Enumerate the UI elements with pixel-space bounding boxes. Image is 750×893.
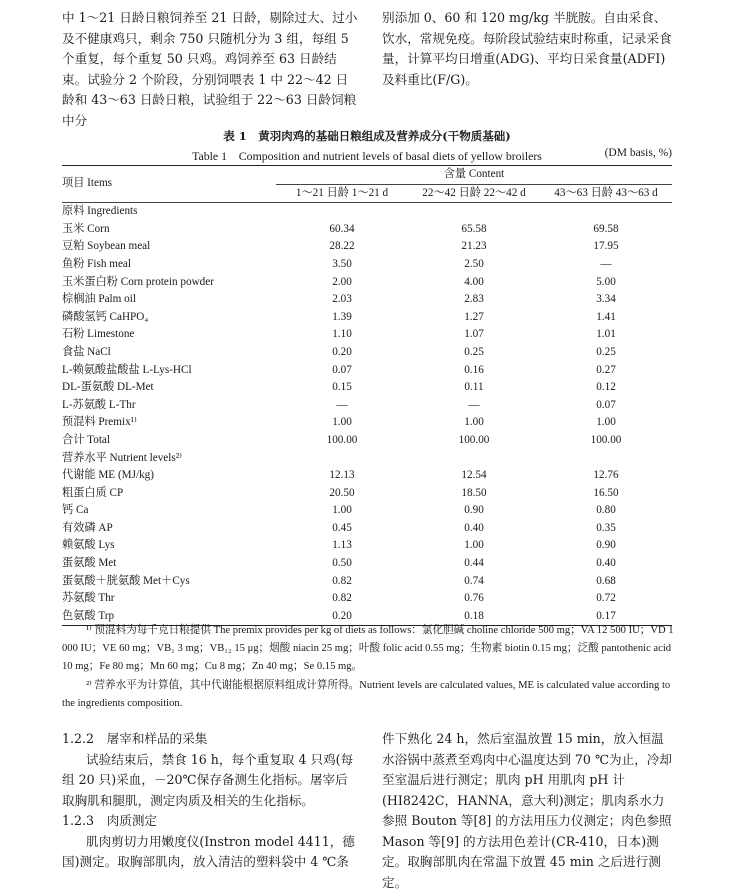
row-label: 蛋氨酸 Met — [62, 557, 117, 570]
cell-value: 0.40 — [596, 557, 616, 570]
cell-value: 0.18 — [464, 609, 484, 622]
cell-value: 0.25 — [464, 345, 484, 358]
paragraph: 中 1～21 日龄日粮饲养至 21 日龄，剔除过大、过小及不健康鸡只，剩余 750 只随机分为 3 组，每组 5 个重复，每个重复 50 只鸡。鸡饲养至 63 日龄结束。试验分 2 个阶段，分别饲喂表 1 中 22～42 日龄和 43～63 日龄日粮，试验组于 22～63 日龄饲粮中分 — [62, 10, 358, 128]
row-label: 色氨酸 Trp — [62, 609, 115, 622]
section-heading: 1.2.2 屠宰和样品的采集 — [62, 731, 208, 746]
cell-value: 0.44 — [464, 557, 484, 570]
row-label: 苏氨酸 Thr — [62, 592, 115, 605]
row-label: 营养水平 Nutrient levels²⁾ — [62, 451, 182, 464]
cell-value: 0.15 — [332, 381, 352, 394]
cell-value: 1.07 — [464, 328, 484, 341]
table-row — [62, 379, 672, 397]
cell-value: 0.35 — [596, 521, 616, 534]
cell-value: 0.82 — [332, 592, 352, 605]
row-label: 玉米 Corn — [62, 222, 110, 235]
cell-value: 3.34 — [596, 293, 616, 306]
cell-value: 0.40 — [464, 521, 484, 534]
cell-value: 28.22 — [329, 240, 355, 253]
table-row — [62, 502, 672, 520]
cell-value: 0.16 — [464, 363, 484, 376]
cell-value: 1.13 — [332, 539, 352, 552]
cell-value: 1.00 — [464, 539, 484, 552]
table-row — [62, 590, 672, 608]
table-footnote-2: ²⁾ 营养水平为计算值，其中代谢能根据原料组成计算所得。Nutrient levels are calculated values, ME is calculated value according to the ingredients composition. — [62, 680, 671, 709]
cell-value: 0.76 — [464, 592, 484, 605]
cell-value: 1.00 — [332, 504, 352, 517]
cell-value: 12.13 — [329, 469, 355, 482]
table-row — [62, 414, 672, 432]
row-label: 棕榈油 Palm oil — [62, 293, 136, 306]
table-row — [62, 238, 672, 256]
cell-value — [276, 450, 408, 468]
cell-value: 1.00 — [464, 416, 484, 429]
cell-value: 2.83 — [464, 293, 484, 306]
row-label: 粗蛋白质 CP — [62, 486, 124, 499]
table-row — [62, 344, 672, 362]
table-caption-chinese: 表 1 黄羽肉鸡的基础日粮组成及营养成分(干物质基础) — [223, 129, 511, 143]
table-footnote-1: ¹⁾ 预混料为每千克日粮提供 The premix provides per kg of diets as follows：氯化胆碱 choline chloride 500 mg；VA 12 500 IU；VD 1 000 IU；VE 60 mg；VB₁ 3 mg；VB₁₂ 15 μg；烟酸 niacin 25 mg；叶酸 folic acid 0.55 mg；生物素 biotin 0.15 mg；泛酸 pantothenic acid 10 mg；Fe 80 mg；Mn 60 mg；Cu 8 mg；Zn 40 mg；Se 0.15 mg。 — [62, 625, 674, 672]
cell-value — [276, 203, 408, 221]
cell-value: 0.27 — [596, 363, 616, 376]
cell-value: 0.25 — [596, 345, 616, 358]
cell-value: 17.95 — [593, 240, 619, 253]
cell-value: 0.20 — [332, 345, 352, 358]
row-label: 磷酸氢钙 CaHPO₄ — [62, 310, 149, 323]
cell-value: 0.74 — [464, 574, 484, 587]
row-label: L-苏氨酸 L-Thr — [62, 398, 136, 411]
cell-value: 18.50 — [461, 486, 487, 499]
table-row — [62, 326, 672, 344]
table-row — [62, 274, 672, 292]
cell-value: 0.50 — [332, 557, 352, 570]
period-header: 1～21 日龄 1～21 d — [295, 186, 389, 199]
body-text-top-right — [382, 8, 672, 90]
period-header: 43～63 日龄 43～63 d — [554, 186, 658, 199]
table-row — [62, 291, 672, 309]
paragraph: 试验结束后，禁食 16 h，每个重复取 4 只鸡(每组 20 只)采血，－20℃保存备测生化指标。屠宰后取胸肌和腿肌，测定肉质及相关的生化指标。 — [62, 751, 354, 808]
row-label: 代谢能 ME (MJ/kg) — [62, 469, 154, 482]
paragraph: 件下熟化 24 h，然后室温放置 15 min，放入恒温水浴锅中蒸煮至鸡肉中心温度达到 70 ℃为止，冷却至室温后进行测定；肌肉 pH 用肌肉 pH 计(HI8242C，HANNA，意大利)测定；肌肉系水力参照 Bouton 等[8] 的方法用压力仪测定；肉色参照 Mason 等[9] 的方法用色差计(CR-410，日本)测定。取胸部肌肉在常温下放置 45 min 之后进行测定。 — [382, 731, 672, 890]
table-row — [62, 467, 672, 485]
cell-value: 100.00 — [458, 433, 490, 446]
period-header: 22～42 日龄 22～42 d — [422, 186, 526, 199]
cell-value — [408, 450, 540, 468]
paragraph: 肌肉剪切力用嫩度仪(Instron model 4411，德国)测定。取胸部肌肉，放入清洁的塑料袋中 4 ℃条 — [62, 833, 355, 869]
table-row — [62, 520, 672, 538]
cell-value: 0.11 — [464, 381, 484, 394]
cell-value: 1.39 — [332, 310, 352, 323]
row-label: 预混料 Premix¹⁾ — [62, 416, 137, 429]
paragraph: 别添加 0、60 和 120 mg/kg 半胱胺。自由采食、饮水，常规免疫。每阶段试验结束时称重，记录采食量，计算平均日增重(ADG)、平均日采食量(ADFI)及料重比(F/G)。 — [382, 10, 672, 87]
table-row — [62, 485, 672, 503]
body-text-bottom-right — [382, 729, 672, 893]
cell-value: 60.34 — [329, 222, 355, 235]
row-label: 赖氨酸 Lys — [62, 539, 115, 552]
cell-value: 0.12 — [596, 381, 616, 394]
table-row — [62, 573, 672, 591]
cell-value: 1.01 — [596, 328, 616, 341]
cell-value: 1.00 — [596, 416, 616, 429]
row-label: 有效磷 AP — [62, 521, 113, 534]
cell-value: 1.27 — [464, 310, 484, 323]
body-text-top-left — [62, 8, 360, 131]
cell-value: 0.80 — [596, 504, 616, 517]
table-row — [62, 450, 672, 468]
body-text-bottom-left — [62, 729, 360, 873]
cell-value: 4.00 — [464, 275, 484, 288]
row-label: 原料 Ingredients — [62, 205, 138, 218]
cell-value: 69.58 — [593, 222, 619, 235]
cell-value: 65.58 — [461, 222, 487, 235]
cell-value: 1.41 — [596, 310, 616, 323]
cell-value: 12.76 — [593, 469, 619, 482]
item-header: 项目 Items — [62, 177, 113, 190]
cell-value: 0.20 — [332, 609, 352, 622]
cell-value: 12.54 — [461, 469, 487, 482]
cell-value: — — [600, 257, 612, 270]
cell-value: 2.03 — [332, 293, 352, 306]
table-row — [62, 397, 672, 415]
diet-composition-table — [62, 165, 672, 626]
cell-value: 0.45 — [332, 521, 352, 534]
cell-value: 0.07 — [596, 398, 616, 411]
cell-value: 16.50 — [593, 486, 619, 499]
table-row — [62, 362, 672, 380]
cell-value — [540, 203, 672, 221]
table-row — [62, 432, 672, 450]
row-label: 石粉 Limestone — [62, 328, 135, 341]
cell-value: 0.90 — [464, 504, 484, 517]
cell-value: 21.23 — [461, 240, 487, 253]
table-row — [62, 537, 672, 555]
cell-value: 5.00 — [596, 275, 616, 288]
row-label: L-赖氨酸盐酸盐 L-Lys-HCl — [62, 363, 192, 376]
table-basis-note: (DM basis, %) — [604, 147, 672, 159]
cell-value: 0.17 — [596, 609, 616, 622]
cell-value: 0.82 — [332, 574, 352, 587]
row-label: 合计 Total — [62, 433, 110, 446]
table-row — [62, 256, 672, 274]
row-label: 豆粕 Soybean meal — [62, 240, 151, 253]
cell-value: 0.68 — [596, 574, 616, 587]
cell-value — [408, 203, 540, 221]
table-row — [62, 309, 672, 327]
cell-value: 1.00 — [332, 416, 352, 429]
row-label: DL-蛋氨酸 DL-Met — [62, 381, 154, 394]
cell-value: 1.10 — [332, 328, 352, 341]
section-heading: 1.2.3 肉质测定 — [62, 813, 158, 828]
cell-value: — — [468, 398, 480, 411]
cell-value: 2.50 — [464, 257, 484, 270]
row-label: 玉米蛋白粉 Corn protein powder — [62, 275, 214, 288]
row-label: 钙 Ca — [62, 504, 89, 517]
cell-value: 100.00 — [326, 433, 358, 446]
table-row — [62, 221, 672, 239]
cell-value: 0.72 — [596, 592, 616, 605]
cell-value — [540, 450, 672, 468]
table-row — [62, 203, 672, 221]
cell-value: 100.00 — [590, 433, 622, 446]
table-caption-english: Table 1 Composition and nutrient levels of basal diets of yellow broilers — [192, 149, 542, 163]
table-row — [62, 555, 672, 573]
cell-value: — — [336, 398, 348, 411]
content-header: 含量 Content — [276, 166, 672, 185]
cell-value: 20.50 — [329, 486, 355, 499]
row-label: 食盐 NaCl — [62, 345, 111, 358]
row-label: 蛋氨酸＋胱氨酸 Met＋Cys — [62, 574, 190, 587]
cell-value: 3.50 — [332, 257, 352, 270]
cell-value: 0.90 — [596, 539, 616, 552]
row-label: 鱼粉 Fish meal — [62, 257, 131, 270]
cell-value: 2.00 — [332, 275, 352, 288]
cell-value: 0.07 — [332, 363, 352, 376]
